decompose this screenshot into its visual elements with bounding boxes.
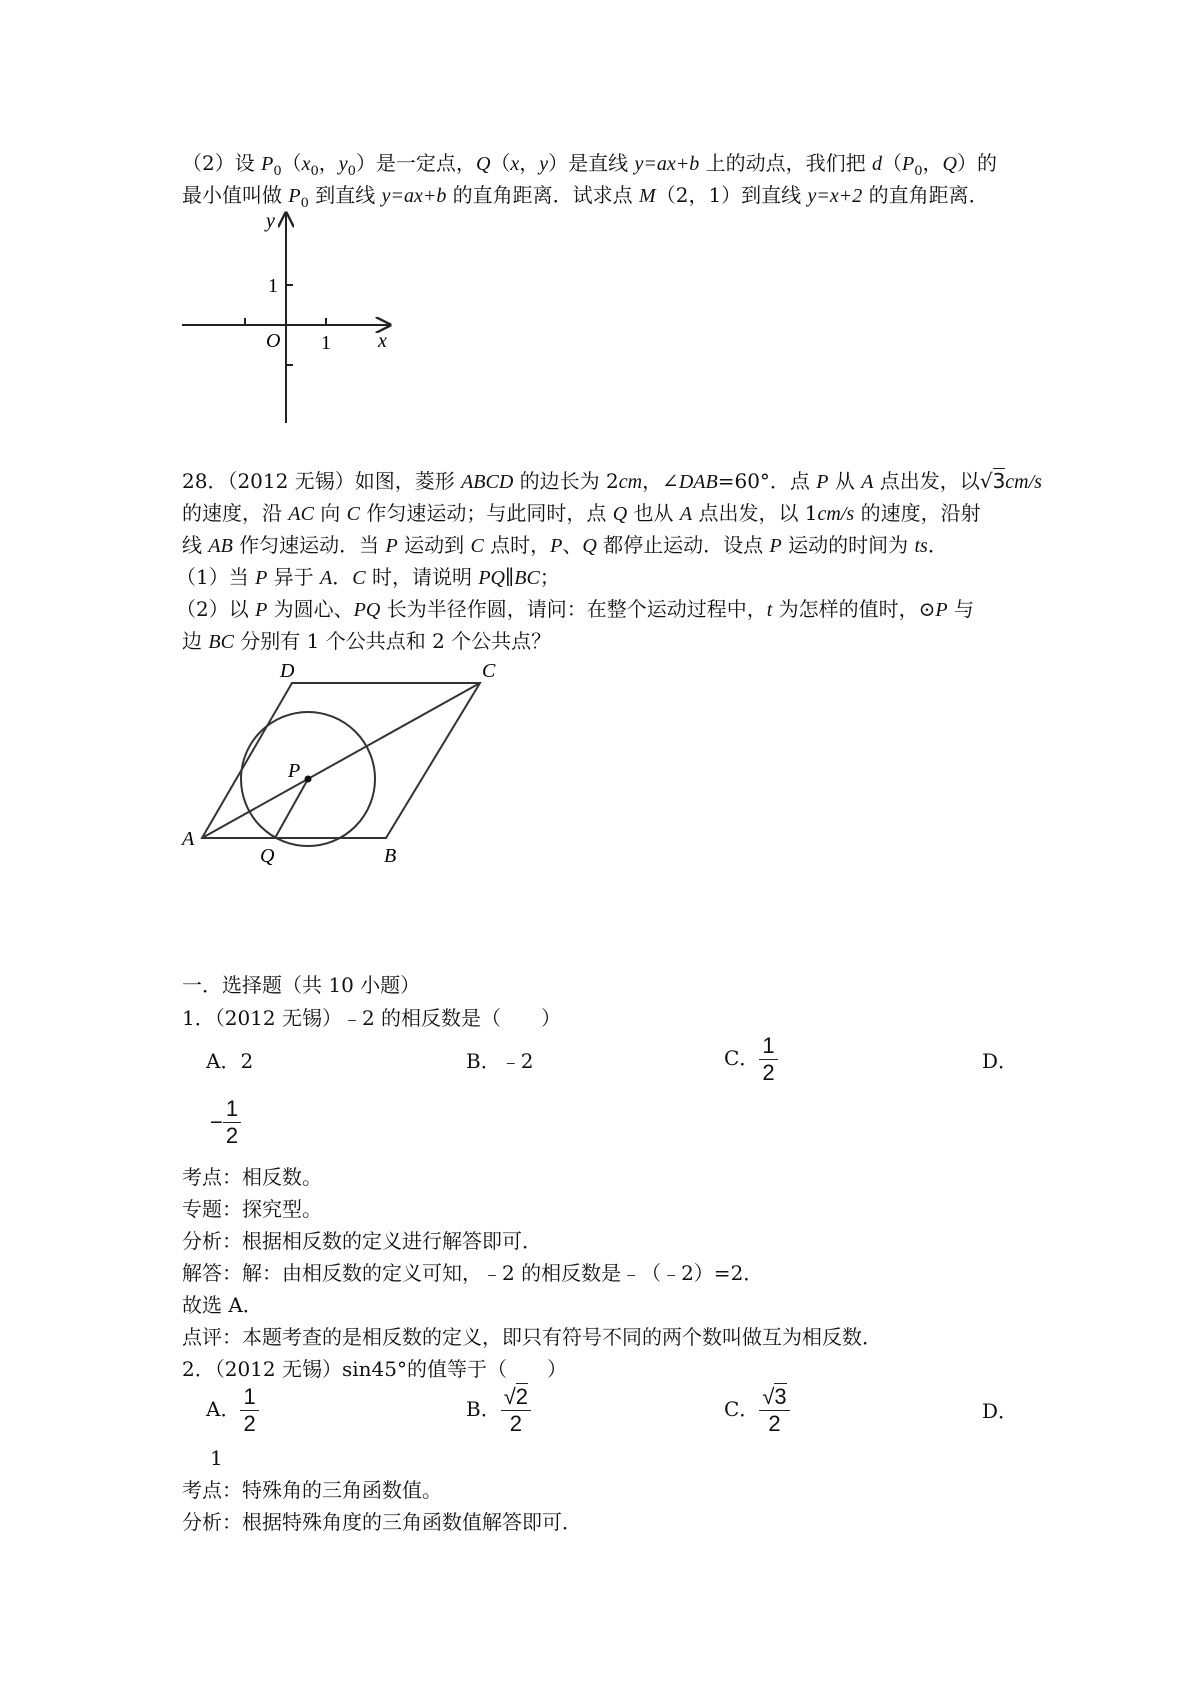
q2-option-d-value: 1 [210, 1446, 223, 1470]
q28-line2: 的速度，沿 AC 向 C 作匀速运动；与此同时，点 Q 也从 A 点出发，以 1cm/s 的速度，沿射 [182, 501, 981, 525]
q1-zhuanti: 专题：探究型。 [182, 1197, 322, 1221]
q1-fenxi: 分析：根据相反数的定义进行解答即可． [182, 1229, 542, 1253]
q1-stem: 1．（2012 无锡）﹣2 的相反数是（ ） [182, 1006, 562, 1030]
tick-y-label: 1 [268, 275, 278, 297]
q1-option-d-value: − $\frac{1}{2}$ [210, 1097, 241, 1148]
section-title: 一．选择题（共 10 小题） [182, 973, 421, 997]
label-d: D [280, 660, 295, 682]
q28-line1: 28．（2012 无锡）如图，菱形 ABCD 的边长为 2cm，∠DAB=60°．点 P 从 A 点出发，以√3cm/s [182, 469, 1042, 493]
q27-part2-line2: 最小值叫做 $P_0$ 到直线 y=ax+b 的直角距离．试求点 M（2，1）到直线 y=x+2 的直角距离． [182, 183, 989, 211]
point-p [305, 776, 312, 783]
q2-option-b: B． $\frac{√2}{2}$ [466, 1385, 531, 1436]
rhombus-figure [180, 655, 500, 870]
q2-option-d-label: D． [982, 1399, 1019, 1423]
q28-line3: 线 AB 作匀速运动．当 P 运动到 C 点时，P、Q 都停止运动．设点 P 运动的时间为 ts． [182, 533, 948, 557]
origin-label: O [266, 330, 281, 352]
q28-line4: （1）当 P 异于 A．C 时，请说明 PQ∥BC； [176, 565, 560, 589]
label-c: C [482, 660, 496, 682]
label-a: A [182, 828, 195, 850]
q1-dianping: 点评：本题考查的是相反数的定义，即只有符号不同的两个数叫做互为相反数． [182, 1325, 882, 1349]
q1-jieda: 解答：解：由相反数的定义可知，﹣2 的相反数是﹣（﹣2）=2． [182, 1261, 764, 1285]
q2-stem: 2．（2012 无锡）sin45°的值等于（ ） [182, 1357, 567, 1381]
q2-kaodian: 考点：特殊角的三角函数值。 [182, 1478, 442, 1502]
q1-option-b: B．﹣2 [466, 1049, 534, 1073]
fraction-neg-one-half: $\frac{1}{2}$ [223, 1097, 241, 1148]
q27-part2-line1: （2）设 $P_0(x_0$，$y_0$）是一定点，Q（x，y）是直线 y=ax+b 上的动点，我们把 $d(P_0$，Q）的 [182, 151, 997, 179]
fraction-sqrt3-over-2: $\frac{√3}{2}$ [759, 1385, 789, 1436]
sqrt-3: √3 [979, 469, 1006, 493]
fraction-one-half: $\frac{1}{2}$ [240, 1385, 258, 1436]
q2-option-a: A． $\frac{1}{2}$ [206, 1385, 259, 1436]
tick-x-label: 1 [321, 332, 331, 354]
label-p: P [288, 760, 301, 782]
fraction-sqrt2-over-2: $\frac{√2}{2}$ [501, 1385, 531, 1436]
q28-line6: 边 BC 分别有 1 个公共点和 2 个公共点？ [182, 629, 552, 653]
q2-option-c: C． $\frac{√3}{2}$ [724, 1385, 790, 1436]
x-axis-label: x [378, 330, 387, 352]
q1-option-a: A．2 [206, 1049, 254, 1073]
y-axis-label: y [266, 210, 275, 232]
coordinate-axes-figure [178, 205, 408, 430]
label-q: Q [260, 845, 275, 867]
fraction-one-half: $\frac{1}{2}$ [759, 1034, 777, 1085]
q1-guxuan: 故选 A． [182, 1293, 263, 1317]
label-b: B [384, 845, 397, 867]
q1-option-c: C． $\frac{1}{2}$ [724, 1034, 778, 1085]
q2-fenxi: 分析：根据特殊角度的三角函数值解答即可． [182, 1510, 582, 1534]
q1-option-d-label: D． [982, 1049, 1019, 1073]
q28-line5: （2）以 P 为圆心、PQ 长为半径作圆，请问：在整个运动过程中，t 为怎样的值时，⊙P 与 [176, 597, 974, 621]
q1-kaodian: 考点：相反数。 [182, 1165, 322, 1189]
